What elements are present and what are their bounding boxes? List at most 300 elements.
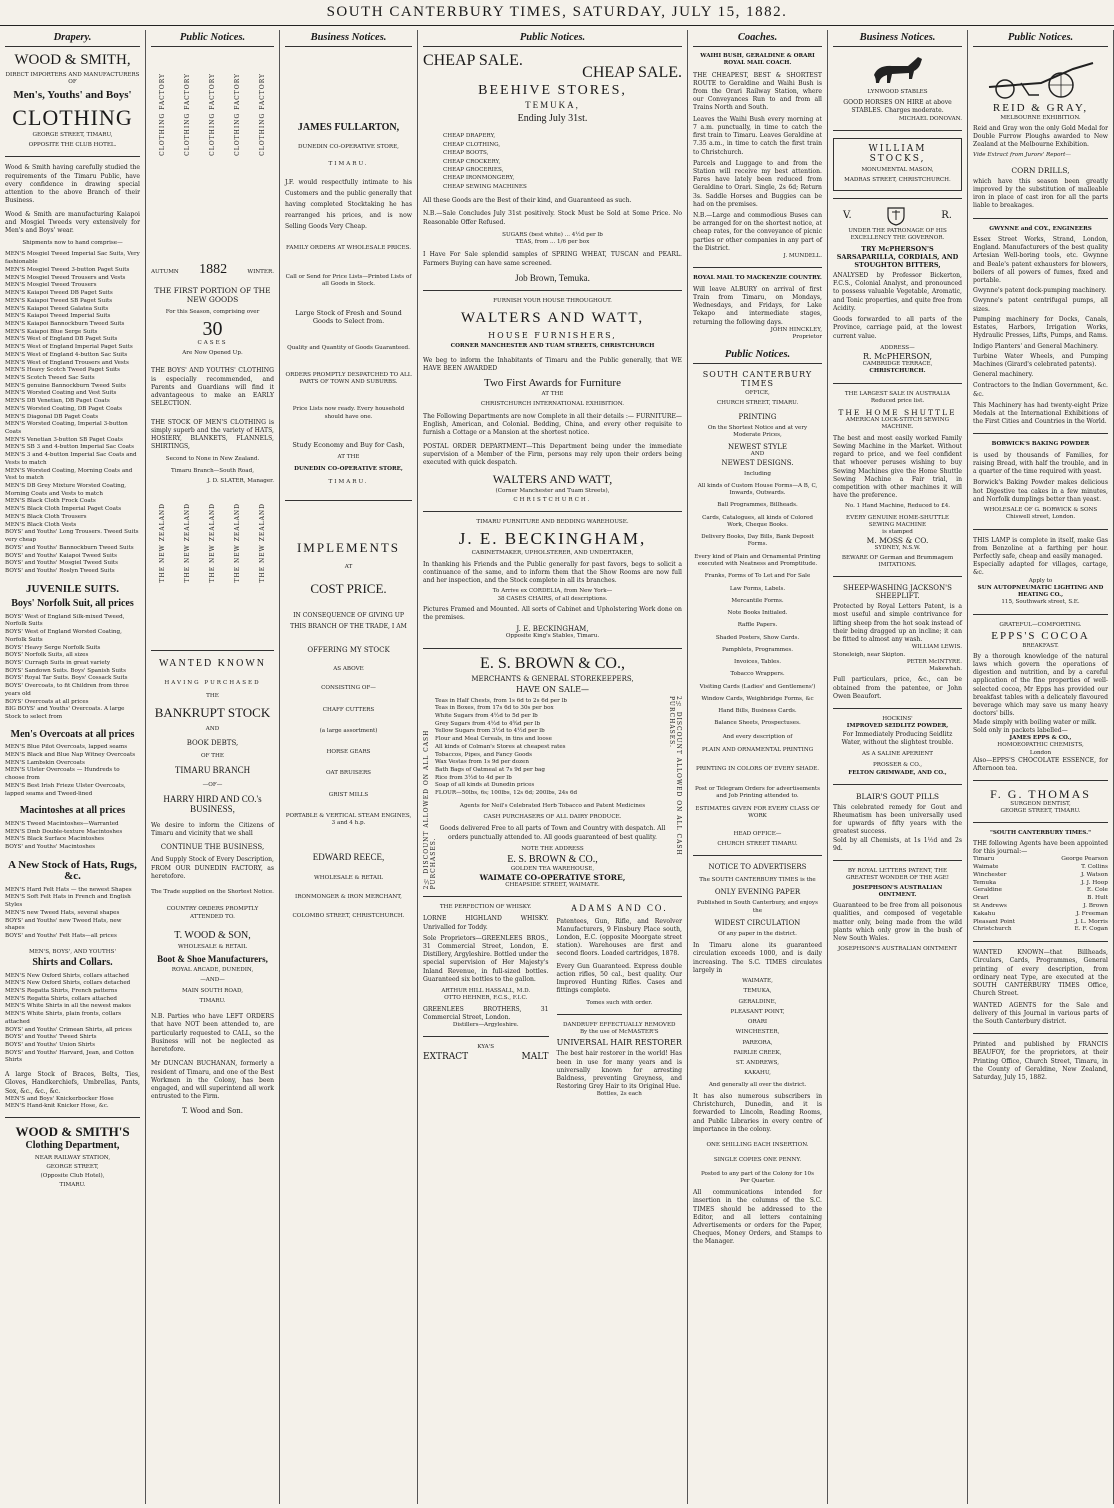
ad-text: —OF— [202, 781, 223, 788]
ad-text: DUNEDIN CO-OPERATIVE STORE, [294, 466, 403, 473]
ad-text: Patentees, Gun, Rifle, and Revolver Manufacturers, 9 Finsbury Place south, London, E.C. (opposite Moorgate street station). Warehouses are first and second floors. Loaded cartridges, 1878. [556, 917, 682, 958]
vertical-label: THE NEW ZEALAND [259, 503, 266, 583]
list-item: MEN'S Scotch Tweed Sac Suits [5, 374, 95, 381]
ad-text: For Immediately Producing Seidlitz Water, without the slightest trouble. [841, 730, 954, 746]
ad-title: EPPS'S COCOA [991, 630, 1090, 642]
ad-title: NOTICE TO ADVERTISERS [708, 863, 807, 872]
ad-heading: Macintoshes at all prices [19, 805, 126, 817]
ad-text: N.B.—Sale Concludes July 31st positively. Stock Must be Sold at Some Price. No Reasonable Offer Refused. [423, 210, 682, 226]
ad-heading: DANDRUFF EFFECTUALLY REMOVED [562, 1021, 676, 1028]
ad-text: Quality and Quantity of Goods Guaranteed. [287, 344, 410, 351]
ad-heading: NEWEST STYLE [727, 443, 788, 452]
list-item: CHEAP CLOTHING, [443, 141, 501, 148]
ad-title: TRY McPHERSON'S SARSAPARILLA, CORDIALS, AND STOUGHTON BITTERS, [836, 245, 959, 270]
list-item: MEN'S Kaiapoi Tweed Galatea Suits [5, 305, 109, 312]
ad-number: 30 [202, 317, 223, 340]
ad-address: TEMUKA, [525, 100, 580, 111]
list-item: MEN'S Mosgiel Tweed Imperial Sac Suits, Very fashionable [5, 251, 140, 266]
vertical-labels-nz [151, 493, 274, 643]
ad-text: MEN'S and Boys' Knickerbocker Hose [5, 1095, 114, 1102]
ad-text: FAMILY ORDERS AT WHOLESALE PRICES. [285, 244, 412, 251]
list-item: Yellow Sugars from 3½d to 4½d per lb [435, 728, 545, 735]
ad-address: MADRAS STREET, CHRISTCHURCH. [844, 177, 951, 184]
agent-row [973, 856, 1108, 864]
ad-text: THE following Agents have been appointed for this journal:— [973, 839, 1108, 855]
list-item: MEN'S Worsted Coating, Morning Coats and Vest to match [5, 467, 133, 482]
agent-town: Waimate [973, 863, 999, 870]
ad-text: All communications intended for insertion in the columns of the S.C. TIMES should be addressed to the Editor, and all letters containing Advertisements or orders for the Paper, Cheques, Money Orders, and Stamps to the Manager. [693, 1189, 822, 1246]
ad-title: REID & GRAY, [992, 102, 1089, 114]
list-item: MEN'S Kaiapoi Tweed SB Paget Suits [5, 297, 113, 304]
list-item: BOYS' Curragh Suits in great variety [5, 660, 111, 667]
list-item: (a large assortment) [319, 727, 378, 734]
ad-title: BLAIR'S GOUT PILLS [855, 791, 940, 801]
ad-address: TIMARU. [199, 997, 226, 1004]
ad-heading: JUVENILE SUITS. [26, 582, 119, 595]
list-item: White Sugars from 4½d to 5d per lb [435, 712, 538, 719]
list-item: Delivery Books, Day Bills, Bank Deposit Forms. [701, 534, 814, 548]
list-item: BOYS' Sandown Suits. Boys' Spanish Suits [5, 667, 126, 674]
ad-address: CHURCH STREET TIMARU. [717, 840, 798, 847]
season-label: WINTER. [247, 269, 274, 275]
list-item: Tobaccos, Pipes, and Fancy Goods [435, 751, 532, 758]
ad-headline: CLOTHING [12, 104, 133, 130]
ad-title: IMPROVED SEIDLITZ POWDER, [846, 723, 949, 730]
list-item: Indigo Planters' and General Machinery. [973, 342, 1099, 350]
ad-address: ROYAL ARCADE, DUNEDIN, [171, 967, 254, 974]
list-item: MEN'S genuine Bannockburn Tweed Suits [5, 382, 126, 389]
list-item: Gwynne's patent dock-pumping machinery. [973, 287, 1107, 295]
ad-title: ADAMS AND CO. [570, 903, 668, 914]
list-item: MEN'S West of England DB Paget Suits [5, 336, 118, 343]
ad-heading: Men's Overcoats at all prices [10, 728, 135, 740]
ad-subtitle: CABINETMAKER, UPHOLSTERER, AND UNDERTAKER, [471, 549, 634, 556]
agent-name: J. Brown [1083, 902, 1108, 909]
ad-headline: IMPLEMENTS [296, 539, 401, 555]
list-item: BOYS' and Youths' Bannockburn Tweed Suits [5, 544, 134, 551]
ad-subtitle: AMERICAN LOCK-STITCH SEWING MACHINE. [845, 417, 950, 431]
list-item: MEN'S Worsted Coating and Vest Suits [5, 390, 117, 397]
ad-address: GEORGE STREET, TIMARU. [1000, 808, 1081, 815]
item-list [5, 887, 140, 941]
agent-row [973, 926, 1108, 934]
ad-text: CASES [197, 339, 228, 346]
list-item: MEN'S Diagonal DB Paget Coats [5, 413, 99, 420]
section-header: Public Notices. [151, 30, 274, 47]
list-item: CHEAP GROCERIES, [443, 166, 504, 173]
list-item: MEN'S Lambskin Overcoats [5, 759, 85, 766]
list-item: MEN'S Kaiapoi Bannockburn Tweed Suits [5, 320, 125, 327]
list-item: MEN'S Blue Pilot Overcoats, lapped seams [5, 744, 128, 751]
vertical-label: THE NEW ZEALAND [184, 503, 191, 583]
ad-text: is stamped [882, 529, 913, 536]
list-item: BOYS' and Youths' Crimean Shirts, all prices [5, 1026, 132, 1033]
ad-text: LORNE HIGHLAND WHISKY. Unrivalled for Toddy. [423, 915, 549, 931]
agent-name: E. F. Cogan [1074, 926, 1108, 933]
agent-row [973, 919, 1108, 927]
column-public-notices-3 [968, 30, 1114, 1504]
ad-text: BOOK DEBTS, [186, 739, 239, 748]
ad-title: WALTERS AND WATT, [460, 310, 645, 327]
crest-icon [885, 206, 907, 226]
ad-subtitle: MELBOURNE EXHIBITION. [1000, 114, 1081, 121]
ad-heading: PRINTING [738, 412, 777, 421]
ad-signature: J. D. SLATER, Manager. [207, 477, 274, 484]
ad-title: UNIVERSAL HAIR RESTORER [556, 1038, 682, 1048]
ad-text: By the use of McMASTER'S [579, 1029, 659, 1036]
list-item: BOYS' and Youths' new Tweed Hats, new shapes [5, 917, 122, 932]
list-item: MEN'S SB 3 and 4-button Imperial Sac Coats [5, 444, 135, 451]
column-drapery [0, 30, 146, 1504]
item-list [5, 821, 140, 852]
ad-address: CAMBRIDGE TERRACE, [862, 361, 933, 368]
ad-text: ARTHUR HILL HASSALL, M.D. [441, 988, 531, 995]
ad-text: On the Shortest Notice and at very [707, 424, 808, 431]
ad-text: Timaru Branch—South Road, [171, 467, 254, 474]
ad-subtitle: Ending July 31st. [517, 112, 588, 124]
ad-text: The SOUTH CANTERBURY TIMES is the [699, 877, 816, 884]
ad-text: All these Goods are the Best of their kind, and Guaranteed as such. [423, 197, 632, 205]
ad-text: The best hair restorer in the world! Has been in use for many years and is universally known for arresting Baldness, preventing Greyness, and Restoring Grey Hair to its Original Hue. [556, 1050, 682, 1091]
list-item: Flour and Meal Cereals, in tins and loose [435, 736, 552, 743]
ad-text: Reduced price list. [870, 397, 925, 404]
list-item: GRIST MILLS [328, 791, 369, 798]
agent-town: Temuka [973, 879, 997, 886]
ad-headline: CHEAP SALE. [582, 64, 682, 81]
ad-text: Also—EPPS'S CHOCOLATE ESSENCE, for Afternoon tea. [973, 756, 1108, 773]
list-item: BOYS' Heavy Serge Norfolk Suits [5, 644, 101, 651]
list-item: MEN'S Black Cloth Imperial Paget Coats [5, 506, 122, 513]
list-item: Every kind of Plain and Ornamental Printing executed with Neatness and Promptitude. [694, 553, 821, 567]
ad-text: THE [206, 693, 219, 700]
list-item: MEN'S Black Cloth Trousers [5, 513, 87, 520]
ad-text: We desire to inform the Citizens of Timaru and vicinity that we shall [151, 822, 274, 838]
list-item: Invoices, Tables. [734, 659, 781, 666]
agent-name: E. Cole [1086, 887, 1108, 894]
ad-text: In Timaru alone its guaranteed circulation exceeds 1000, and is daily increasing. The S.C. TIMES circulates largely in [693, 942, 822, 974]
item-list [285, 707, 412, 828]
imprint: Printed and published by FRANCIS BEAUFOY, for the proprietors, at their Printing Office, Church Street, Timaru, in the County of Geraldine, New Zealand, Saturday, July 15, 1882. [973, 1041, 1108, 1082]
ad-text: Wood & Smith having carefully studied the requirements of the Timaru Public, have every confidence in drawing special attention to the above Branch of their Business. [5, 164, 140, 205]
ad-price: SUGARS (best white) ... 4½d per lb [502, 231, 603, 238]
list-item: Pamphlets, Programmes. [721, 646, 794, 653]
list-item: BOYS' Overcoats, to fit Children from three years old [5, 683, 129, 697]
list-item: MEN'S Regatta Shirts, collars attached [5, 995, 118, 1002]
ad-text: AND [750, 451, 765, 458]
ad-price: No. 1 Hand Machine, Reduced to £4. [844, 503, 951, 510]
ad-text: Are Now Opened Up. [182, 350, 243, 357]
list-item: BOYS' West of England Worsted Coating, Norfolk Suits [5, 629, 122, 643]
item-list [5, 744, 140, 798]
list-item: MEN'S Hard Felt Hats — the newest Shapes [5, 886, 132, 893]
ad-text: Mr DUNCAN BUCHANAN, formerly a resident of Timaru, and one of the Best Workmen in the Colony, has been engaged, and will superintend all work entrusted to the Firm. [151, 1060, 274, 1101]
section-header: Drapery. [5, 30, 140, 47]
list-item: Shaded Posters, Show Cards. [715, 634, 800, 641]
ad-heading: HAVE ON SALE— [515, 684, 590, 694]
list-item: WAIMATE, [742, 978, 773, 985]
ad-text: And Supply Stock of Every Description, FROM OUR DUNEDIN FACTORY, as heretofore. [151, 856, 274, 880]
list-item: ST. ANDREWS, [735, 1060, 780, 1067]
list-item: MEN'S Kaiapoi Tweed Imperial Suits [5, 313, 111, 320]
ad-text: TIMARU FURNITURE AND BEDDING WAREHOUSE. [476, 519, 629, 526]
ad-text: Price Lists now ready. Every household should have one. [292, 406, 405, 420]
ad-address: Chiswell street, London. [1005, 514, 1076, 521]
list-item: BOYS' Royal Tar Suits. Boys' Cossack Suits [5, 675, 128, 682]
ad-heading: MALT [521, 1051, 549, 1062]
ad-text: Will leave ALBURY on arrival of first Train from Timaru, on Mondays, Wednesdays, and Fridays, for Lake Tekapo and intermediate stages, returning the following days. [693, 285, 822, 326]
ad-title: GWYNNE and COY., ENGINEERS [989, 225, 1092, 232]
ad-text: is used by thousands of Families, for raising Bread, with half the trouble, and in a quarter of the time required with yeast. [973, 451, 1108, 476]
vertical-label: THE NEW ZEALAND [234, 503, 241, 583]
ad-text: CASH PURCHASERS OF ALL DAIRY PRODUCE. [483, 814, 622, 821]
ad-text: Every Gun Guaranteed. Express double action rifles, 50 cal., best quality. Our Improved Hunting Rifles. Cases and fittings complete. [556, 962, 682, 995]
list-item: TEMUKA, [743, 988, 772, 995]
ad-text: UNDER THE PATRONAGE OF HIS EXCELLENCY THE GOVERNOR. [848, 227, 947, 241]
ad-text: ANALYSED by Professor Bickerton, F.C.S., Colonial Analyst, and pronounced to possess valuable Vegetable, Aromatic, and Tonic properties, and quite free from Acidity. [833, 272, 962, 312]
item-list [423, 132, 682, 191]
ad-heading: V. [843, 210, 852, 221]
ad-text: Borwick's Baking Powder makes delicious hot Digestive tea cakes in a few minutes, and Norfolk dumplings better than yeast. [973, 479, 1108, 503]
list-item: MEN'S New Oxford Shirts, collars attached [5, 972, 129, 979]
ad-text: AT [344, 564, 353, 571]
ad-address: COLOMBO STREET, CHRISTCHURCH. [292, 913, 405, 920]
ad-heading: THE PERFECTION OF WHISKY. [439, 904, 532, 911]
list-item: MEN'S Best Irish Frieze Ulster Overcoats, lapped seams and Tweed-lined [5, 782, 126, 797]
ad-text: Wood & Smith are manufacturing Kaiapoi and Mosgiel Tweeds very extensively for Men's and Boys' wear. [5, 210, 140, 234]
ad-text: N.B. Parties who have LEFT ORDERS that have NOT been attended to, are particularly requested to CALL, so the Business will not be neglected as heretofore. [151, 1013, 274, 1054]
column-business-notices-1 [280, 30, 418, 1504]
ad-heading: Boys' Norfolk Suit, all prices [11, 598, 134, 610]
list-item: HORSE GEARS [326, 749, 371, 756]
ad-text: Essex Street Works, Strand, London, England. Manufacturers of the best quality Artesian Well-boring tools, etc. Gwynne and Beale's patent exhausters for blowers, boilers of all powers of fumes, fixed and portable. [973, 235, 1108, 284]
list-item: PAREORA, [742, 1039, 773, 1046]
ad-title: BORWICK'S BAKING POWDER [991, 441, 1090, 448]
list-item: Balance Sheets, Prospectuses. [714, 720, 801, 727]
column-business-notices-2 [828, 30, 968, 1504]
ad-title: SOUTH CANTERBURY TIMES [702, 370, 813, 389]
list-item: WINCHESTER, [735, 1029, 780, 1036]
ad-text: Pictures Framed and Mounted. All sorts of Cabinet and Upholstering Work done on the premises. [423, 606, 682, 622]
vertical-label: CLOTHING FACTORY [259, 73, 266, 156]
ad-heading: Shirts and Collars. [32, 957, 113, 969]
list-item: BIG BOYS' and Youths' Overcoats. A large Stock to select from [5, 706, 125, 721]
item-list [693, 978, 822, 1078]
ad-text: AT THE [337, 454, 360, 460]
list-item: BOYS' and Youths' Roslyn Tweed Suits [5, 567, 115, 574]
ad-text: AS ABOVE [333, 666, 364, 673]
ad-address: Opposite King's Stables, Timaru. [505, 633, 600, 640]
list-item: MEN'S Venetian 3-button SB Paget Coats [5, 436, 123, 443]
list-item: MEN'S New Oxford Shirts, collars detached [5, 980, 131, 987]
ad-text: Guaranteed to be free from all poisonous qualities, and composed of vegetable matter only, being made from the wild plants which only grow in the bush of New South Wales. [833, 902, 962, 943]
ad-text: A large Stock of Braces, Belts, Ties, Gloves, Handkerchiefs, Umbrellas, Pants, Sox, &c., &c., &c. [5, 1071, 140, 1095]
list-item: MEN'S Ulster Overcoats — Hundreds to choose from [5, 767, 120, 782]
ad-text: NOTE THE ADDRESS [521, 845, 584, 852]
agent-row [973, 872, 1108, 880]
list-item: OAT BRUISERS [325, 770, 372, 777]
agent-town: Kakahu [973, 910, 996, 917]
vertical-label: THE NEW ZEALAND [209, 503, 216, 583]
list-item: Gwynne's patent centrifugal pumps, all sizes. [973, 297, 1108, 313]
ad-heading: EXTRACT [423, 1051, 469, 1062]
ad-address: London [1029, 749, 1052, 756]
ad-address: CHURCH STREET, TIMARU. [716, 399, 799, 406]
ad-signature: JOHN HINCKLEY, [770, 326, 822, 333]
list-item: Tobacco Wrappers. [730, 671, 785, 678]
ad-address: MAIN SOUTH ROAD, [181, 987, 244, 994]
list-item: Ball Programmes, Billheads. [717, 502, 798, 509]
list-item: MEN'S new Tweed Hats, several shapes [5, 909, 120, 916]
ad-text: WANTED AGENTS for the Sale and delivery of this Journal in various parts of the South Canterbury district. [973, 1001, 1108, 1025]
ad-text: COUNTRY ORDERS PROMPTLY ATTENDED TO. [166, 906, 259, 920]
ad-text: By a thorough knowledge of the natural laws which govern the operations of digestion and nutrition, and by a careful application of the fine properties of well-selected cocoa, Mr Epps has provided our breakfast tables with a delicately flavoured beverage which may save us many heavy doctors' bills. [973, 652, 1108, 718]
ad-title: WILLIAM STOCKS, [868, 143, 927, 164]
ad-text: Per Quarter. [740, 1177, 775, 1184]
ad-text: ORDERS PROMPTLY DESPATCHED TO ALL PARTS OF TOWN AND SUBURBS. [285, 371, 412, 386]
ad-text: Study Economy and Buy for Cash, [292, 441, 405, 449]
ad-text: Sole Proprietors—GREENLEES BROS., 31 Commercial Street, London, E. Distillery, Argyleshire. Bottled under the special supervision of Her Majesty's Inland Revenue, in full-sized bottles. Guaranteed six bottles to the gallon. [423, 934, 549, 983]
agent-town: Orari [973, 895, 989, 902]
list-item: Wax Vestas from 1s 9d per dozen [435, 759, 529, 766]
ad-signature: Job Brown, Temuka. [515, 272, 590, 283]
list-item: MEN'S Black Cloth Vests [5, 521, 77, 528]
list-item: Note Books Initialed. [727, 610, 788, 617]
list-item: Pumping machinery for Docks, Canals, Estates, Harbors, Irrigation Works, Hydraulic Presses, Lifts, Pumps, and Rams. [973, 315, 1108, 340]
agent-name: George Pearson [1061, 856, 1108, 863]
ad-heading: WAIMATE CO-OPERATIVE STORE, [479, 872, 626, 882]
ad-text: Of any paper in the district. [718, 930, 797, 937]
ad-address: CORNER MANCHESTER AND TUAM STREETS, CHRISTCHURCH [450, 343, 655, 350]
ad-title: WAIHI BUSH, GERALDINE & ORARI ROYAL MAIL COACH. [700, 53, 815, 67]
section-header: Coaches. [693, 30, 822, 47]
list-item: Law Forms, Labels. [729, 585, 786, 592]
agent-town: Timaru [973, 856, 995, 863]
bottom-ads [423, 904, 682, 1099]
ad-text: Post or Telegram Orders for advertisements and Job Printing attended to. [695, 785, 820, 799]
ad-address: OPPOSITE THE CLUB HOTEL. [28, 142, 117, 149]
ad-text: CHRISTCHURCH INTERNATIONAL EXHIBITION. [480, 400, 625, 407]
list-item: Cards, Catalogues, all kinds of Colored Work, Cheque Books. [702, 514, 813, 528]
list-item: CHAFF CUTTERS [322, 706, 375, 713]
ad-address: CHRISTCHURCH. [869, 368, 926, 375]
list-item: Grey Sugars from 4½d to 4¾d per lb [435, 720, 541, 727]
ad-title: WALTERS AND WATT, [492, 472, 613, 487]
ad-signature: WILLIAM LEWIS. [911, 644, 962, 651]
ad-heading: R. [941, 210, 952, 221]
ad-text: Makewhah. [929, 666, 962, 673]
agent-name: B. Hult [1087, 895, 1108, 902]
ad-title: EDWARD REECE, [312, 852, 385, 863]
ad-text: —AND— [200, 977, 225, 984]
list-item: MEN'S West of England Trousers and Vests [5, 359, 129, 366]
list-item: MEN'S Tweed Macintoshes—Warranted [5, 820, 119, 827]
list-item: FLOUR—50lbs, 6s; 100lbs, 12s 6d; 200lbs, 24s 6d [435, 790, 578, 797]
ad-signature: PROSSER & CO., [872, 762, 923, 769]
ad-address: CHRISTCHURCH. [513, 497, 592, 504]
ad-text: AND [205, 725, 220, 732]
ad-signature: PETER McINTYRE. [906, 658, 962, 665]
ad-price: Bottles, 2s each [596, 1091, 642, 1098]
vertical-label: CLOTHING FACTORY [159, 73, 166, 156]
list-item: BOYS' and Youths' Kaiapoi Tweed Suits [5, 552, 117, 559]
ad-text: Published in South Canterbury, and enjoys the [697, 900, 818, 914]
adams-ad [557, 904, 683, 1099]
ad-text: CONSISTING OF— [321, 685, 376, 692]
ad-text: Moderate Prices, [733, 432, 782, 439]
ad-title: THE HOME SHUTTLE [838, 408, 957, 418]
list-item: BOYS' and Youths' Mosgiel Tweed Suits [5, 560, 119, 567]
ad-address: TIMARU. [328, 478, 369, 485]
ad-heading: AS A SALINE APERIENT [861, 751, 934, 758]
ad-title: BEEHIVE STORES, [478, 82, 627, 98]
ad-text: CONTINUE THE BUSINESS, [160, 843, 265, 852]
ad-address: CHEAPSIDE STREET, WAIMATE. [505, 881, 600, 888]
list-item: MEN'S Mosgiel Tweed Trousers and Vests [5, 274, 126, 281]
list-item: CHEAP SEWING MACHINES [443, 183, 527, 190]
ad-text: Protected by Royal Letters Patent, is a most useful and simple contrivance for lifting sheep from the hot soak instead of their being dragged up an incline; it can be fitted to almost any wash. [833, 603, 962, 644]
ad-text: FURNISH YOUR HOUSE THROUGHOUT. [493, 298, 612, 305]
ad-text: This Machinery has had twenty-eight Prize Medals at the International Exhibitions of the First Cities and Countries in the World. [973, 401, 1108, 426]
ad-heading: HARRY HIRD AND CO.'s BUSINESS, [163, 794, 262, 814]
list-item: All kinds of Colman's Stores at cheapest rates [435, 743, 566, 750]
agent-row [973, 864, 1108, 872]
ad-headline: Two First Awards for Furniture [484, 376, 621, 389]
ad-text: This celebrated remedy for Gout and Rheumatism has been universally used for upwards of fifty years with the greatest success. [833, 803, 962, 836]
ad-subtitle: BREAKFAST. [1022, 642, 1059, 649]
ad-text: And every description of [722, 733, 793, 740]
ad-signature: WHOLESALE OF G. BORWICK & SONS [983, 507, 1098, 514]
section-header: Business Notices. [833, 30, 962, 47]
list-item: MEN'S Kaiapoi Tweed DB Paget Suits [5, 290, 113, 297]
list-item: MEN'S Regatta Shirts, French patterns [5, 988, 118, 994]
list-item: BOYS' and Youths' Felt Hats—all prices [5, 933, 117, 940]
ad-text: THE FIRST PORTION OF THE NEW GOODS [154, 285, 271, 304]
season-label: AUTUMN [151, 269, 179, 275]
ad-text: THIS LAMP is complete in itself, make Gas from Benzoline at a farthing per hour. Perfectly safe, cheap and easily managed. [973, 536, 1108, 561]
ad-address: SYDNEY, N.S.W. [874, 545, 921, 552]
ad-text: To Arrive ex CORDELIA, from New York— [492, 588, 613, 595]
ad-headline: BANKRUPT STOCK [154, 705, 271, 721]
agents-list [973, 856, 1108, 934]
ad-text: Apply to [1028, 577, 1053, 584]
section-header: Public Notices. [423, 30, 682, 47]
ad-text: THE STOCK OF MEN'S CLOTHING is simply superb and the variety of HATS, HOSIERY, BLANKETS, FLANNELS, SHIRTINGS, [151, 418, 274, 451]
ad-headline: CHEAP SALE. [423, 52, 523, 69]
ad-address: TIMARU. [328, 160, 369, 167]
ad-text: POSTAL ORDER DEPARTMENT—This Department being under the immediate supervision of a Member of the Firm, persons may rely upon their orders being executed with quick despatch. [423, 442, 682, 467]
ad-address: TIMARU. [59, 1182, 86, 1189]
agent-town: St Andrews [973, 902, 1007, 909]
ad-text: Goods forwarded to all parts of the Province, carriage paid, at the lowest current value. [833, 316, 962, 340]
vertical-label: 2½ DISCOUNT ALLOWED ON ALL CASH PURCHASES. [423, 729, 437, 890]
list-item: Teas in Boxes, from 17s 6d to 30s per box [435, 705, 554, 712]
agent-town: Christchurch [973, 926, 1012, 933]
ad-address: 115, Southwark street, S.E. [1001, 599, 1080, 606]
ad-text: GREENLEES BROTHERS, 31 Commercial Street, London. [423, 1005, 549, 1021]
ad-text: PLAIN AND ORNAMENTAL PRINTING [701, 746, 814, 753]
ad-heading: "SOUTH CANTERBURY TIMES." [989, 830, 1092, 837]
ad-title: J. E. BECKINGHAM, [458, 528, 647, 548]
column-public-notices-1 [146, 30, 280, 1504]
ad-text: Leaves the Waihi Bush every morning at 7 a.m. punctually, in time to catch the first train to Timaru. Leaves Geraldine at 7.35 a.m., in time to catch the first train to Christchurch. [693, 115, 822, 156]
list-item: Window Cards, Weighbridge Forms, &c [701, 695, 814, 702]
plough-icon [981, 53, 1101, 101]
ad-heading: GRATEFUL—COMFORTING. [999, 621, 1082, 628]
ad-address: (Opposite Club Hotel), [40, 1173, 105, 1180]
item-list [435, 698, 670, 798]
ad-text: Distillers—Argyleshire. [452, 1022, 519, 1029]
cheap-sale-banner [423, 53, 682, 82]
